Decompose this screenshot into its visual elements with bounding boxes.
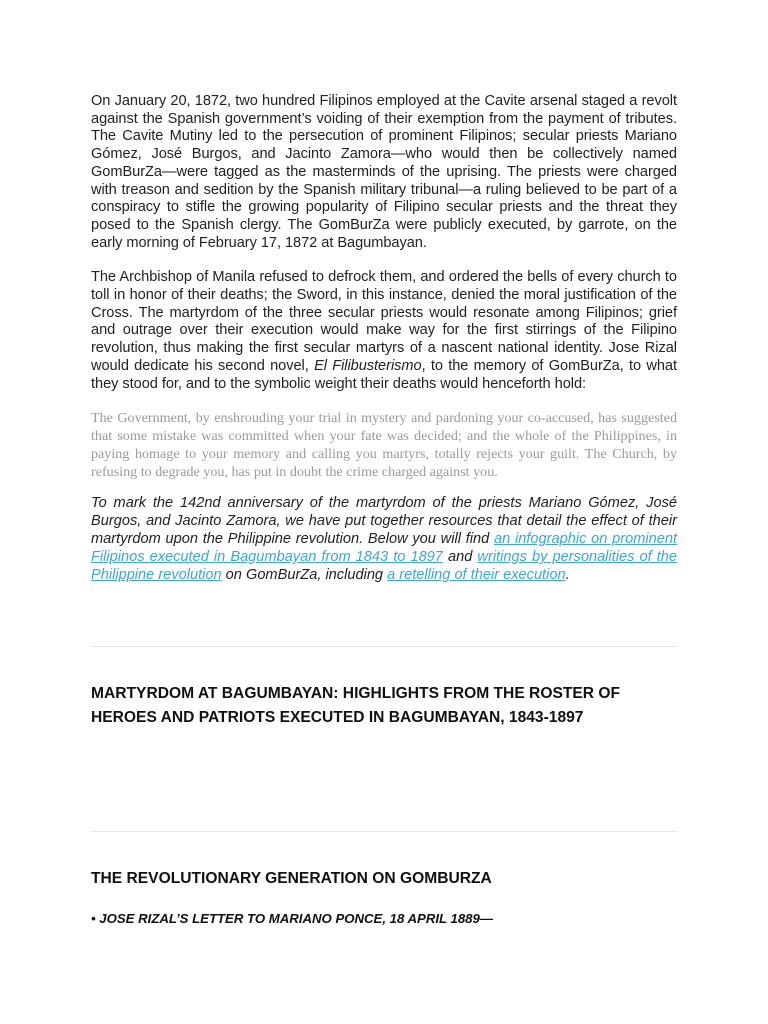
intro-paragraph	[91, 495, 677, 585]
paragraph-archbishop	[91, 269, 677, 393]
intro-end: .	[565, 567, 570, 584]
section-divider-2	[91, 831, 677, 832]
heading-martyrdom-at-bagumbayan: MARTYRDOM AT BAGUMBAYAN: HIGHLIGHTS FROM THE ROSTER OF HEROES AND PATRIOTS EXECUTED IN BAGUMBAYAN, 1843-1897	[91, 685, 621, 726]
rizal-dedication-quote: The Government, by enshrouding your trial in mystery and pardoning your co-accused, has suggested that some mistake was committed when your fate was decided; and the whole of the Philippines, in paying homage to your memory and calling you martyrs, totally rejects your guilt. The Church, by refusing to degrade you, has put in doubt the crime charged against you.	[91, 410, 677, 480]
intro-text: To mark the 142nd anniversary of the martyrdom of the priests Mariano Gómez, José Burgos, and Jacinto Zamora, we have put together resources that detail the effect of their martyrdom upon the Philippine revolution. Below you will find	[91, 495, 677, 548]
subheading-rizal-letter: • JOSE RIZAL’S LETTER TO MARIANO PONCE, 18 APRIL 1889—	[91, 911, 494, 926]
intro-and-text: and	[442, 549, 478, 566]
article-body	[91, 93, 678, 926]
paragraph-archbishop-text-end: , to the memory of GomBurZa, to what they stood for, and to the symbolic weight their deaths would henceforth hold:	[91, 357, 678, 392]
novel-title: El Filibusterismo	[314, 357, 422, 374]
writings-link[interactable]: writings by personalities of the Philippine revolution	[91, 549, 677, 584]
infographic-link[interactable]: an infographic on prominent Filipinos executed in Bagumbayan from 1843 to 1897	[91, 531, 678, 566]
intro-text-cont: on GomBurZa, including	[221, 567, 388, 584]
section-divider-1	[91, 646, 677, 647]
paragraph-cavite-mutiny: On January 20, 1872, two hundred Filipinos employed at the Cavite arsenal staged a revolt against the Spanish government’s voiding of their exemption from the payment of tributes. The Cavite Mutiny led to the persecution of prominent Filipinos; secular priests Mariano Gómez, José Burgos, and Jacinto Zamora—who would then be collectively named GomBurZa—were tagged as the masterminds of the uprising. The priests were charged with treason and sedition by the Spanish military tribunal—a ruling believed to be part of a conspiracy to stifle the growing popularity of Filipino secular priests and the threat they posed to the Spanish clergy. The GomBurZa were publicly executed, by garrote, on the early morning of February 17, 1872 at Bagumbayan.	[91, 93, 677, 251]
heading-revolutionary-generation: THE REVOLUTIONARY GENERATION ON GOMBURZA	[91, 870, 492, 887]
retelling-link[interactable]: a retelling of their execution	[387, 567, 566, 584]
paragraph-archbishop-text: The Archbishop of Manila refused to defrock them, and ordered the bells of every church to toll in honor of their deaths; the Sword, in this instance, denied the moral justification of the Cross. The martyrdom of the three secular priests would resonate among Filipinos; grief and outrage over their execution would make way for the first stirrings of the Filipino revolution, thus making the first secular martyrs of a nascent national identity. Jose Rizal would dedicate his second novel,	[91, 269, 677, 374]
